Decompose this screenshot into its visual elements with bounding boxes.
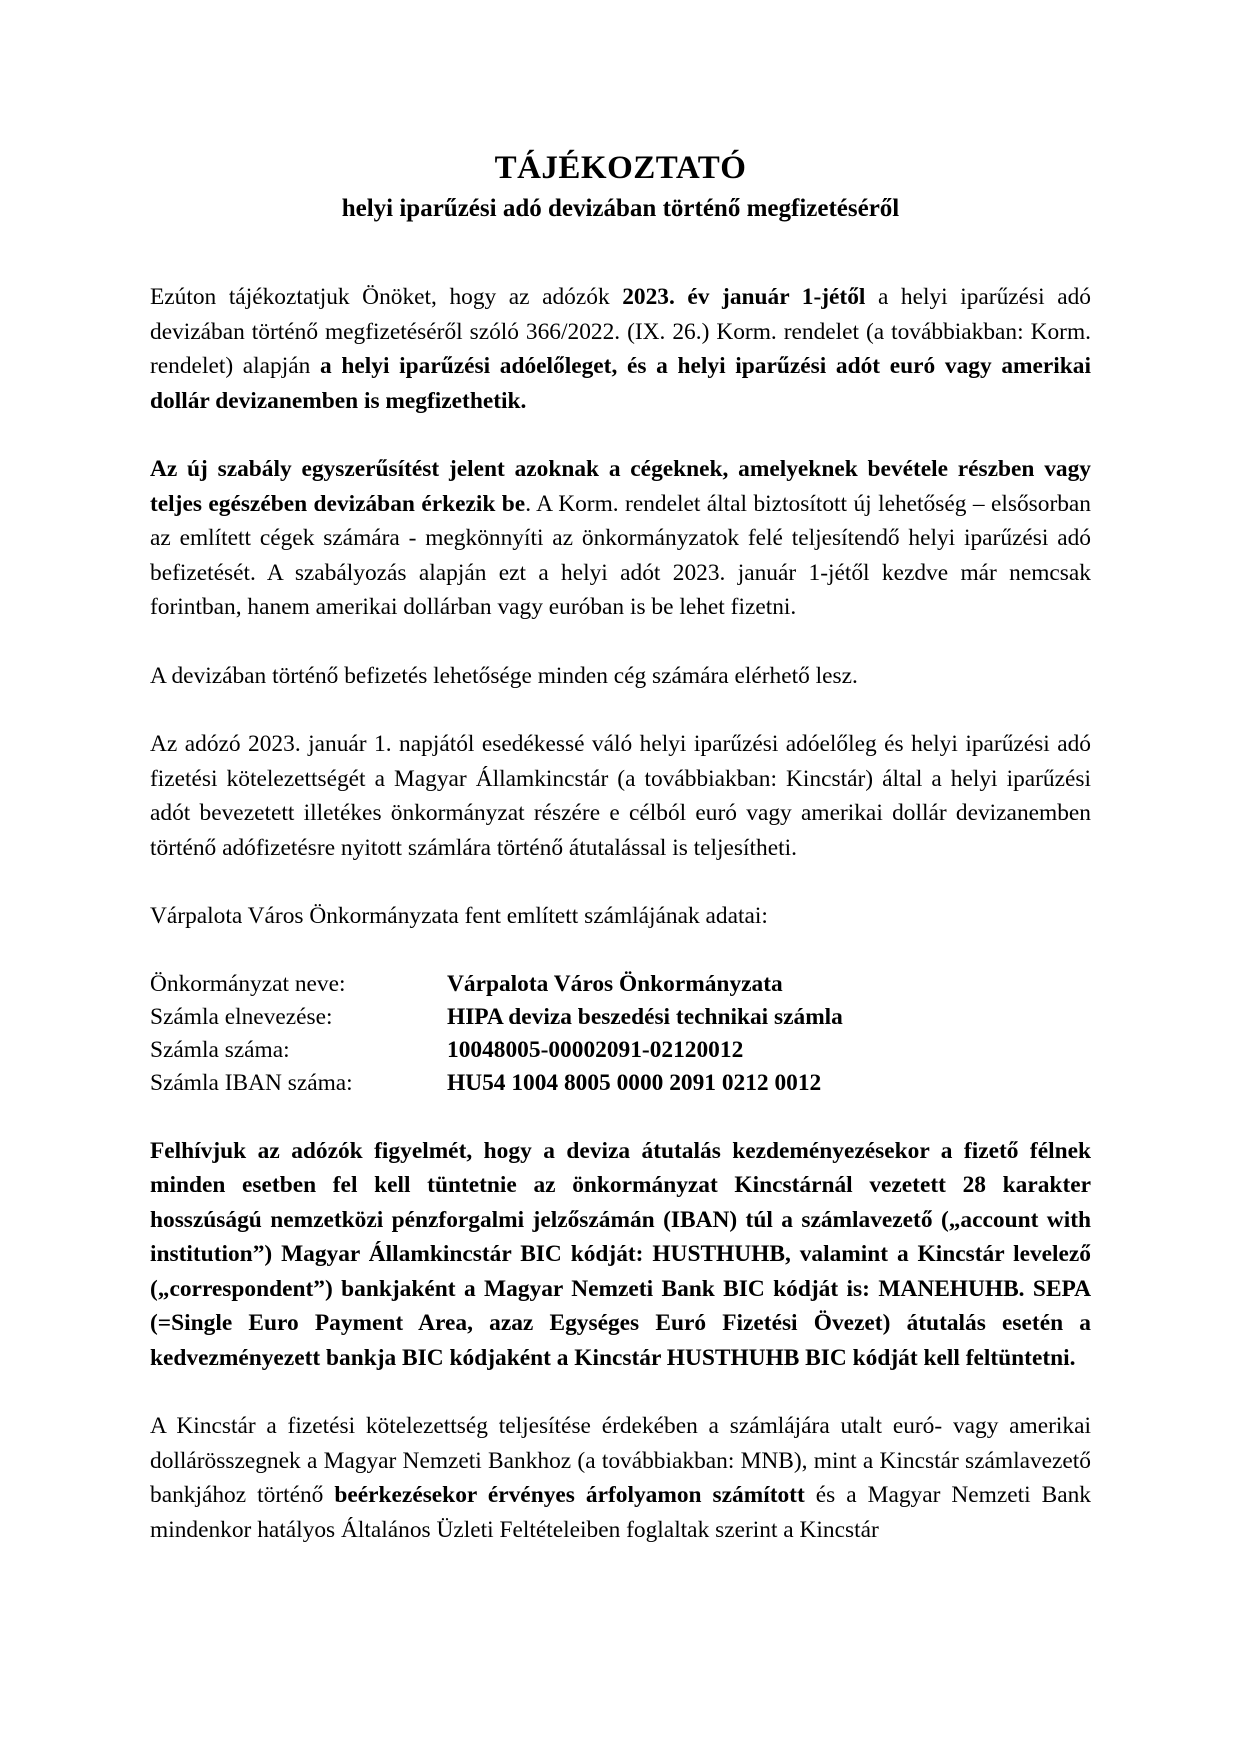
- availability-paragraph: A devizában történő befizetés lehetősége minden cég számára elérhető lesz.: [150, 662, 858, 689]
- account-row-title: [150, 1001, 1091, 1034]
- account-row-number: [150, 1034, 1091, 1067]
- account-value: HU54 1004 8005 0000 2091 0212 0012: [447, 1069, 822, 1096]
- account-label: Számla IBAN száma:: [150, 1069, 353, 1096]
- account-value: Várpalota Város Önkormányzata: [447, 970, 783, 997]
- exchange-rate-paragraph: [150, 1409, 1091, 1547]
- account-intro-paragraph: Várpalota Város Önkormányzata fent említett számlájának adatai:: [150, 903, 768, 929]
- document-subtitle: helyi iparűzési adó devizában történő megfizetéséről: [341, 195, 900, 222]
- notice-paragraph: Felhívjuk az adózók figyelmét, hogy a deviza átutalás kezdeményezésekor a fizető félnek minden esetben fel kell tüntetnie az önkormányzat Kincstárnál vezetett 28 karakter hosszúságú nemzetközi pénzforgalmi jelzőszámán (IBAN) túl a számlavezető („account with institution”) Magyar Államkincstár BIC kódját: HUSTHUHB, valamint a Kincstár levelező („correspondent”) bankjaként a Magyar Nemzeti Bank BIC kódját is: MANEHUHB. SEPA (=Single Euro Payment Area, azaz Egységes Euró Fizetési Övezet) átutalás esetén a kedvezményezett bankja BIC kódjaként a Kincstár HUSTHUHB BIC kódját kell feltüntetni.: [150, 1137, 1091, 1371]
- account-label: Számla száma:: [150, 1036, 290, 1063]
- document-page: [150, 148, 1091, 1547]
- account-details: [150, 968, 1091, 1100]
- account-label: Önkormányzat neve:: [150, 970, 346, 997]
- account-row-iban: [150, 1067, 1091, 1100]
- account-value: 10048005-00002091-02120012: [447, 1036, 744, 1063]
- intro-text-2: a helyi iparűzési adó devizában történő megfizetéséről szóló 366/2022. (IX. 26.) Korm. rendelet (a továbbiakban: Korm. rendelet) alapján: [150, 284, 1091, 379]
- intro-text-1: Ezúton tájékoztatjuk Önöket, hogy az adózók: [150, 284, 623, 310]
- obligation-paragraph: Az adózó 2023. január 1. napjától esedékessé váló helyi iparűzési adóelőleg és helyi iparűzési adó fizetési kötelezettségét a Magyar Államkincstár (a továbbiakban: Kincstár) által a helyi iparűzési adót bevezetett illetékes önkormányzat részére e célból euró vagy amerikai dollár devizanemben történő adófizetésre nyitott számlára történő átutalással is teljesítheti.: [150, 731, 1091, 861]
- intro-paragraph: [150, 280, 1091, 418]
- account-value: HIPA deviza beszedési technikai számla: [447, 1003, 843, 1030]
- new-rule-text: . A Korm. rendelet által biztosított új lehetőség – elsősorban az említett cégek számára - megkönnyíti az önkormányzatok felé teljesítendő helyi iparűzési adó befizetését. A szabályozás alapján ezt a helyi adót 2023. január 1-jétől kezdve már nemcsak forintban, hanem amerikai dollárban vagy euróban is be lehet fizetni.: [150, 490, 1091, 620]
- exchange-text-1: A Kincstár a fizetési kötelezettség teljesítése érdekében a számlájára utalt euró- vagy amerikai dollárösszegnek a Magyar Nemzeti Bankhoz (a továbbiakban: MNB), mint a Kincstár számlavezető bankjához történő: [150, 1413, 1091, 1508]
- document-title: TÁJÉKOZTATÓ: [494, 150, 747, 186]
- new-rule-paragraph: [150, 452, 1091, 625]
- exchange-bold: beérkezésekor érvényes árfolyamon számított: [334, 1482, 805, 1508]
- account-row-name: [150, 968, 1091, 1001]
- new-rule-bold: Az új szabály egyszerűsítést jelent azoknak a cégeknek, amelyeknek bevétele részben vagy teljes egészében devizában érkezik be: [150, 456, 1091, 517]
- exchange-text-2: és a Magyar Nemzeti Bank mindenkor hatályos Általános Üzleti Feltételeiben foglaltak szerint a Kincstár: [150, 1482, 1091, 1543]
- intro-bold-date: 2023. év január 1-jétől: [622, 284, 866, 310]
- account-label: Számla elnevezése:: [150, 1003, 333, 1030]
- intro-bold-statement: a helyi iparűzési adóelőleget, és a helyi iparűzési adót euró vagy amerikai dollár devizanemben is megfizethetik.: [150, 353, 1092, 414]
